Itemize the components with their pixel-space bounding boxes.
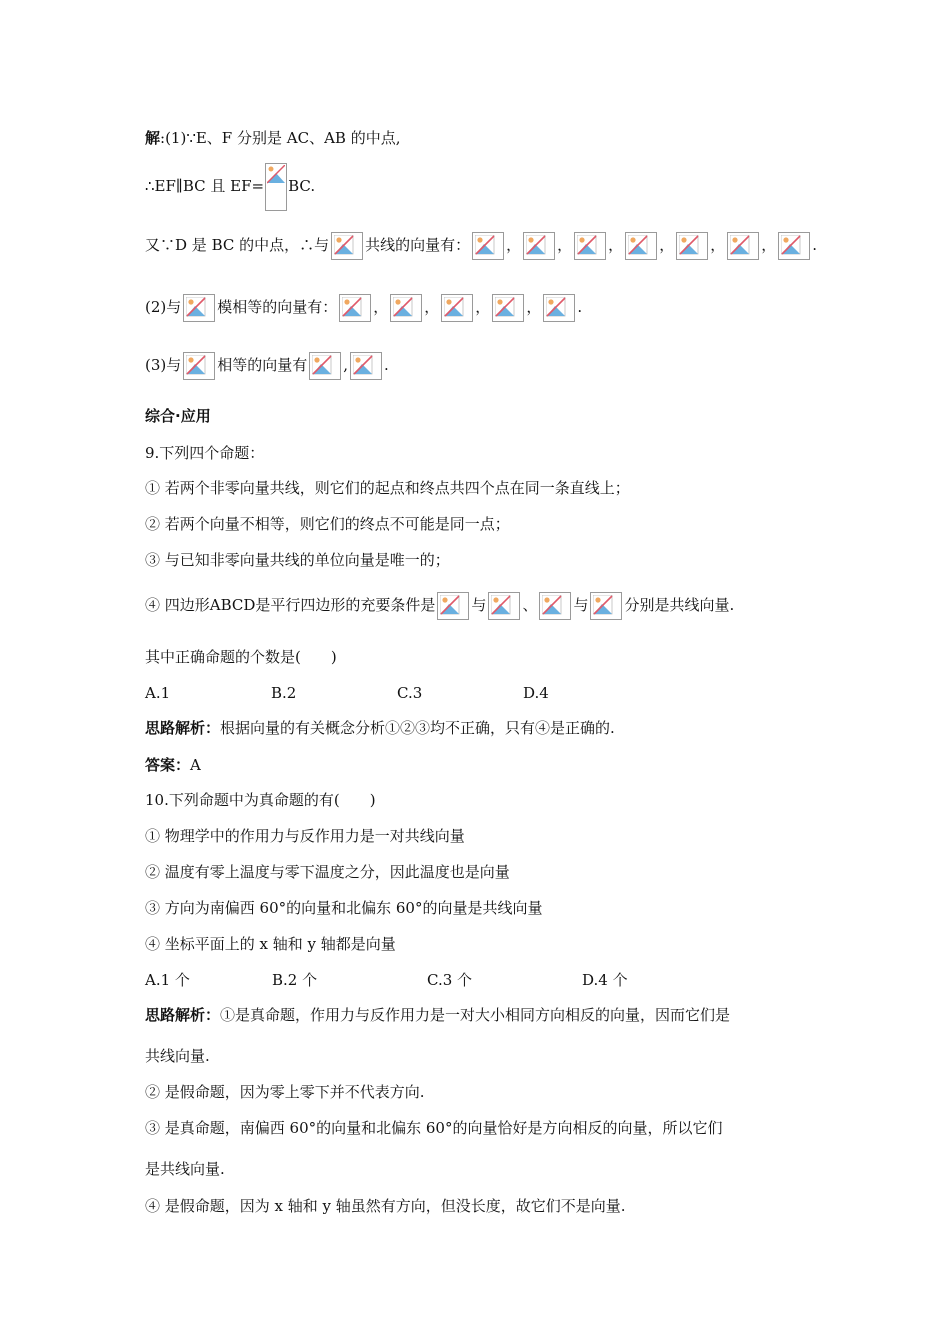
broken-image-icon: [440, 595, 460, 615]
vector-image: [183, 352, 215, 380]
broken-image-icon: [491, 595, 511, 615]
broken-image-icon: [186, 355, 206, 375]
vector-image: [727, 232, 759, 260]
analysis-text: ①是真命题，作用力与反作用力是一对大小相同方向相反的向量，因而它们是: [220, 1006, 731, 1024]
vector-image: [625, 232, 657, 260]
vector-image: [183, 294, 215, 322]
q9-item-3: ③ 与已知非零向量共线的单位向量是唯一的；: [145, 551, 450, 569]
sep: ，: [761, 236, 777, 254]
section-heading: 综合·应用: [145, 407, 211, 425]
q10-options: [145, 970, 628, 990]
sep: ，: [526, 298, 542, 316]
q10-item-3: ③ 方向为南偏西 60°的向量和北偏东 60°的向量是共线向量: [145, 899, 543, 917]
vector-image: [676, 232, 708, 260]
broken-image-icon: [593, 595, 613, 615]
solution-line-2: [145, 160, 315, 212]
sep: ，: [424, 298, 440, 316]
q9-ask: 其中正确命题的个数是( ): [145, 648, 337, 666]
q10-item-4: ④ 坐标平面上的 x 轴和 y 轴都是向量: [145, 935, 396, 953]
text: ∴EF∥BC 且 EF=: [145, 177, 265, 195]
broken-image-icon: [679, 235, 699, 255]
sep: ，: [373, 298, 389, 316]
vector-image: [309, 352, 341, 380]
end: .: [577, 298, 583, 316]
solution-text: :(1)∵E、F 分别是 AC、AB 的中点,: [160, 129, 401, 147]
broken-image-icon: [475, 235, 495, 255]
broken-image-icon: [542, 595, 562, 615]
broken-image-icon: [628, 235, 648, 255]
broken-image-icon: [526, 235, 546, 255]
option-a: A.1: [145, 684, 171, 702]
q10-item-1: ① 物理学中的作用力与反作用力是一对共线向量: [145, 827, 465, 845]
sep: ,: [343, 356, 349, 374]
option-b: B.2 个: [272, 971, 318, 989]
text: (2)与: [145, 298, 182, 316]
sep: ，: [659, 236, 675, 254]
vector-image: [590, 592, 622, 620]
sep: ，: [557, 236, 573, 254]
q10-item-2: ② 温度有零上温度与零下温度之分，因此温度也是向量: [145, 863, 510, 881]
text: ④ 四边形ABCD是平行四边形的充要条件是: [145, 596, 436, 614]
solution-line-3: [145, 228, 817, 262]
sep: ，: [506, 236, 522, 254]
text: 分别是共线向量.: [624, 596, 735, 614]
analysis-label: 思路解析：: [145, 1006, 221, 1024]
q9-item-2: ② 若两个向量不相等，则它们的终点不可能是同一点；: [145, 515, 510, 533]
broken-image-icon: [393, 297, 413, 317]
sep: ，: [608, 236, 624, 254]
broken-image-icon: [577, 235, 597, 255]
q10-analysis-1b: 共线向量.: [145, 1047, 210, 1065]
solution-line-4: [145, 290, 582, 324]
text: 相等的向量有: [217, 356, 308, 374]
option-c: C.3 个: [427, 971, 473, 989]
answer-text: A: [190, 756, 201, 774]
text: 模相等的向量有：: [217, 298, 338, 316]
analysis-label: 思路解析：: [145, 719, 221, 737]
option-a: A.1 个: [145, 971, 190, 989]
text: 共线的向量有：: [365, 236, 471, 254]
solution-line-5: [145, 348, 389, 382]
analysis-text: 根据向量的有关概念分析①②③均不正确，只有④是正确的.: [220, 719, 615, 737]
q10-analysis-2: ② 是假命题，因为零上零下并不代表方向.: [145, 1083, 425, 1101]
option-c: C.3: [397, 684, 423, 702]
broken-image-icon: [444, 297, 464, 317]
q9-stem: 9.下列四个命题：: [145, 444, 265, 462]
sep: ，: [710, 236, 726, 254]
vector-image: [574, 232, 606, 260]
vector-image: [488, 592, 520, 620]
answer-label: 答案：: [145, 756, 191, 774]
vector-image: [543, 294, 575, 322]
q9-item-4: [145, 588, 734, 622]
vector-image: [492, 294, 524, 322]
end: .: [812, 236, 818, 254]
vector-image: [339, 294, 371, 322]
fraction-image: [265, 163, 287, 211]
solution-line-1: [145, 128, 400, 148]
q10-analysis-4: ④ 是假命题，因为 x 轴和 y 轴虽然有方向，但没长度，故它们不是向量.: [145, 1197, 626, 1215]
q10-stem: 10.下列命题中为真命题的有( ): [145, 791, 376, 809]
option-b: B.2: [271, 684, 297, 702]
text: 又∵D 是 BC 的中点，∴与: [145, 236, 330, 254]
q9-answer: [145, 755, 201, 775]
q10-analysis-3b: 是共线向量.: [145, 1160, 225, 1178]
vector-image: [390, 294, 422, 322]
text: 、: [522, 596, 538, 614]
broken-image-icon: [312, 355, 332, 375]
text: BC.: [288, 177, 316, 195]
option-d: D.4: [523, 684, 549, 702]
q10-analysis-3: ③ 是真命题，南偏西 60°的向量和北偏东 60°的向量恰好是方向相反的向量，所以它们: [145, 1119, 723, 1137]
broken-image-icon: [781, 235, 801, 255]
broken-image-icon: [730, 235, 750, 255]
q10-analysis-1: [145, 1005, 730, 1025]
vector-image: [350, 352, 382, 380]
broken-image-icon: [342, 297, 362, 317]
q9-item-1: ① 若两个非零向量共线，则它们的起点和终点共四个点在同一条直线上；: [145, 479, 630, 497]
text: (3)与: [145, 356, 182, 374]
vector-image: [437, 592, 469, 620]
vector-image: [441, 294, 473, 322]
q9-analysis: [145, 718, 615, 738]
option-d: D.4 个: [582, 971, 628, 989]
vector-image: [523, 232, 555, 260]
broken-image-icon: [186, 297, 206, 317]
vector-image: [472, 232, 504, 260]
text: 与: [573, 596, 589, 614]
text: 与: [471, 596, 487, 614]
vector-image: [778, 232, 810, 260]
broken-image-icon: [334, 235, 354, 255]
q9-options: [145, 683, 549, 703]
solution-label: 解: [145, 129, 161, 147]
vector-image: [539, 592, 571, 620]
vector-image: [331, 232, 363, 260]
broken-image-icon: [353, 355, 373, 375]
broken-image-icon: [546, 297, 566, 317]
broken-image-icon: [495, 297, 515, 317]
end: .: [384, 356, 389, 374]
sep: ，: [475, 298, 491, 316]
